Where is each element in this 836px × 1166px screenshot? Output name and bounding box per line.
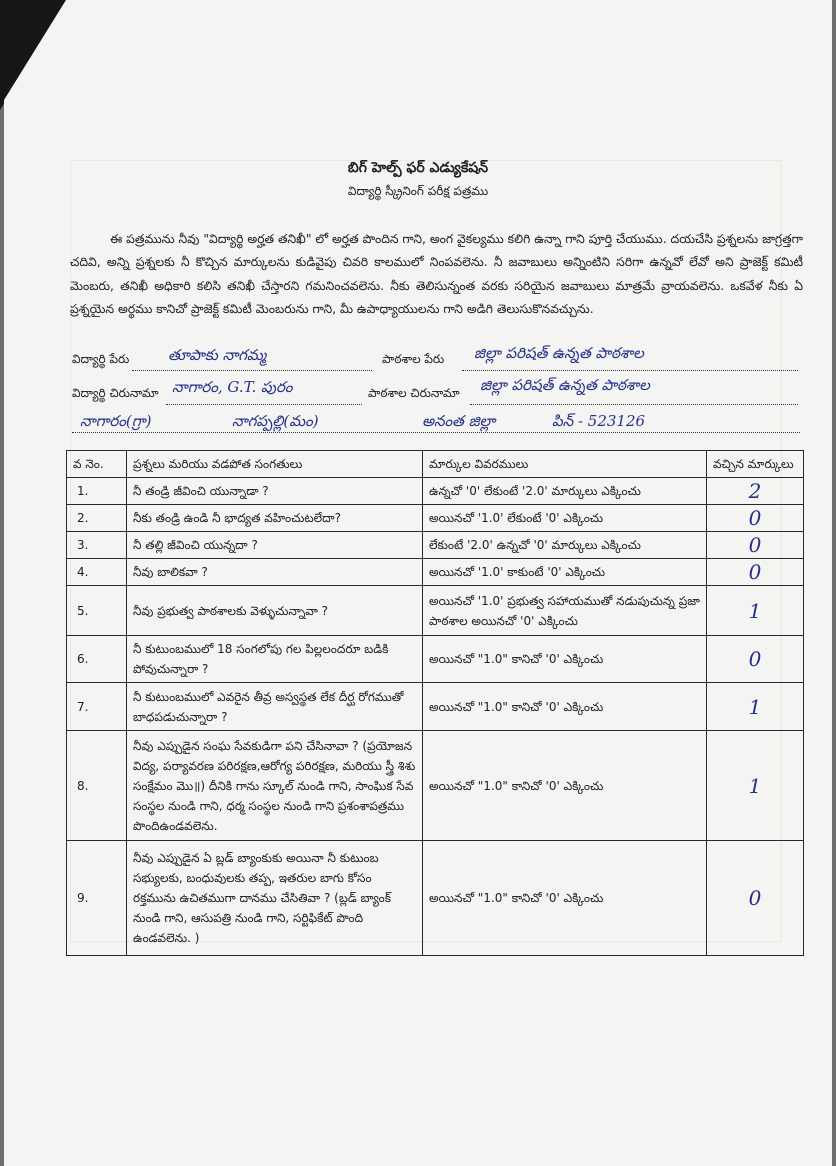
table-row (67, 683, 804, 731)
row-number: 1. (67, 478, 127, 505)
row-question: నీవు ఎప్పుడైన సంఘ సేవకుడిగా పని చేసినావా ? (ప్రయోజన విద్య, పర్యావరణ పరిరక్షణ,ఆరోగ్య పరిరక్షణ, మరియు స్త్రీ శిశు సంక్షేమం మొ॥) దీనికి గాను స్కూల్ నుండి గాని, సాంఘిక సేవ సంస్థల నుండి గాని, ధర్మ సంస్థల నుండి గాని ప్రశంశాపత్రము పొందిఉండవలెను. (127, 731, 423, 841)
header-serial: వ నెం. (67, 451, 127, 478)
row-criteria: అయినచో "1.0" కానిచో '0' ఎక్కించు (423, 841, 707, 956)
student-address-label: విద్యార్థి చిరునామా (72, 386, 159, 400)
table-row (67, 559, 804, 586)
form-subtitle: విద్యార్థి స్క్రీనింగ్ పరీక్ష పత్రము (347, 184, 489, 198)
table-row (67, 586, 804, 636)
row-number: 3. (67, 532, 127, 559)
row-criteria: అయినచో '1.0' లేకుంటే '0' ఎక్కించు (423, 505, 707, 532)
header-criteria: మార్కుల వివరములు (423, 451, 707, 478)
row-marks[interactable]: 0 (707, 636, 804, 683)
row-question: నీవు బాలికవా ? (127, 559, 423, 586)
student-name-label: విద్యార్థి పేరు (72, 352, 130, 366)
table-row (67, 505, 804, 532)
row-marks[interactable]: 0 (707, 559, 804, 586)
student-name-line (132, 370, 372, 371)
address-village[interactable]: నాగారం(గ్రా) (80, 412, 152, 430)
address-pincode[interactable]: పిన్ - 523126 (552, 412, 646, 430)
row-criteria: అయినచో "1.0" కానిచో '0' ఎక్కించు (423, 636, 707, 683)
row-criteria: అయినచో "1.0" కానిచో '0' ఎక్కించు (423, 731, 707, 841)
table-row (67, 532, 804, 559)
row-number: 9. (67, 841, 127, 956)
student-address-value[interactable]: నాగారం, G.T. పురం (172, 378, 293, 396)
school-name-line (462, 370, 798, 371)
row-number: 4. (67, 559, 127, 586)
header-marks: వచ్చిన మార్కులు (707, 451, 804, 478)
school-address-line (470, 404, 798, 405)
row-criteria: ఉన్నచో '0' లేకుంటే '2.0' మార్కులు ఎక్కించు (423, 478, 707, 505)
row-criteria: అయినచో '1.0' కాకుంటే '0' ఎక్కించు (423, 559, 707, 586)
row-question: నీకు తండ్రి ఉండి నీ భాద్యత వహించుటలేదా? (127, 505, 423, 532)
row-marks[interactable]: 1 (707, 683, 804, 731)
school-name-label: పాఠశాల పేరు (382, 352, 445, 366)
row-marks[interactable]: 0 (707, 841, 804, 956)
row-number: 7. (67, 683, 127, 731)
student-address-line (166, 404, 362, 405)
row-marks[interactable]: 1 (707, 731, 804, 841)
row-criteria: అయినచో "1.0" కానిచో '0' ఎక్కించు (423, 683, 707, 731)
row-question: నీ తల్లి జీవించి యున్నదా ? (127, 532, 423, 559)
row-number: 6. (67, 636, 127, 683)
row-question: నీవు ఎప్పుడైన ఏ బ్లడ్ బ్యాంకుకు అయినా నీ కుటుంబ సభ్యులకు, బంధువులకు తప్ప, ఇతరుల బాగు కోసం రక్తమును ఉచితముగా దానము చేసితివా ? (బ్లడ్ బ్యాంక్ నుండి గాని, ఆసుపత్రి నుండి గాని, సర్టిఫికేట్ పొంది ఉండవలెను. ) (127, 841, 423, 956)
row-number: 5. (67, 586, 127, 636)
row-criteria: లేకుంటే '2.0' ఉన్నచో '0' మార్కులు ఎక్కించు (423, 532, 707, 559)
table-row (67, 636, 804, 683)
row-question: నీ కుటుంబములో ఎవరైన తీవ్ర అస్వస్థత లేక దీర్ఘ రోగముతో బాధపడుచున్నారా ? (127, 683, 423, 731)
row-marks[interactable]: 0 (707, 505, 804, 532)
row-marks[interactable]: 1 (707, 586, 804, 636)
screening-table (66, 450, 804, 956)
school-name-value[interactable]: జిల్లా పరిషత్ ఉన్నత పాఠశాల (474, 344, 644, 362)
header-question: ప్రశ్నలు మరియు వడపోత సంగతులు (127, 451, 423, 478)
school-address-label: పాఠశాల చిరునామా (368, 386, 460, 400)
school-address-value[interactable]: జిల్లా పరిషత్ ఉన్నత పాఠశాల (480, 376, 650, 394)
row-number: 8. (67, 731, 127, 841)
row-question: నీ కుటుంబములో 18 సంగలోపు గల పిల్లలందరూ బడికి పోవుచున్నారా ? (127, 636, 423, 683)
address-mandal[interactable]: నాగప్పల్లి(మం) (232, 412, 319, 430)
row-marks[interactable]: 0 (707, 532, 804, 559)
row-criteria: అయినచో '1.0' ప్రభుత్వ సహాయముతో నడుపుచున్న ప్రజా పాఠశాల అయినచో '0' ఎక్కించు (423, 586, 707, 636)
row-question: నీ తండ్రి జీవించి యున్నాడా ? (127, 478, 423, 505)
table-row (67, 478, 804, 505)
table-row (67, 841, 804, 956)
row-number: 2. (67, 505, 127, 532)
row-marks[interactable]: 2 (707, 478, 804, 505)
student-name-value[interactable]: తూపాకు నాగమ్మ (168, 346, 267, 364)
row-question: నీవు ప్రభుత్వ పాఠశాలకు వెళ్ళుచున్నావా ? (127, 586, 423, 636)
table-row (67, 731, 804, 841)
address-district[interactable]: అనంత జిల్లా (422, 412, 496, 430)
form-title: బిగ్ హెల్ప్ ఫర్ ఎడ్యుకేషన్ (347, 160, 489, 176)
instructions-paragraph: ఈ పత్రమును నీవు "విద్యార్థి అర్హత తనిఖీ" లో అర్హత పొందిన గాని, అంగ వైకల్యము కలిగి ఉన్నా గాని పూర్తి చేయుము. దయచేసి ప్రశ్నలను జాగ్రత్తగా చదివి, అన్ని ప్రశ్నలకు నీ కొచ్చిన మార్కులను కుడివైపు చివరి కాలములో నింపవలెను. నీ జవాబులు అన్నింటిని సరిగా ఉన్నవో లేవో అని ప్రాజెక్ట్ కమిటీ మెంబరు, తనిఖీ అధికారి కలిసి తనిఖీ చేస్తారని గమనించవలెను. నీకు తెలిసున్నంత వరకు సరియైన జవాబులు మాత్రమే వ్రాయవలెను. ఒకవేళ నీకు ఏ ప్రశ్నయైన అర్థము కానిచో ప్రాజెక్ట్ కమిటీ మెంబరును గాని, మీ ఉపాధ్యాయులను గాని అడిగి తెలుసుకొనవచ్చును. (70, 232, 803, 316)
